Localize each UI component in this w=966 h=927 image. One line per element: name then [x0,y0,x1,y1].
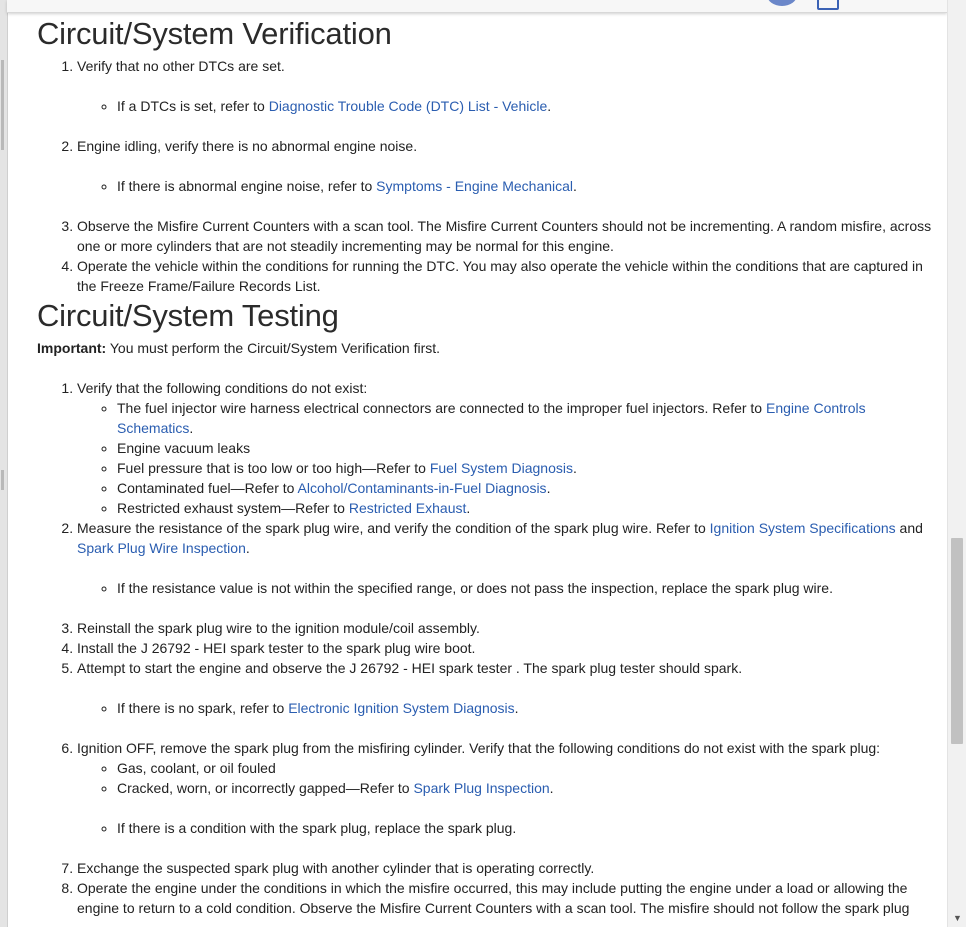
rail-mark [1,60,4,150]
testing-steps [37,378,937,918]
link-spark-plug-inspection[interactable]: Spark Plug Inspection [413,780,550,796]
link-electronic-ignition-system-diagnosis[interactable]: Electronic Ignition System Diagnosis [288,700,515,716]
section-title-verification: Circuit/System Verification [37,16,392,51]
sub-list [77,176,937,196]
list-item: ◦ Fuel pressure that is too low or too high—Refer to Fuel System Diagnosis. [117,458,937,478]
document-content [37,12,937,918]
important-note: Important: You must perform the Circuit/System Verification first. [37,340,441,356]
list-item: ◦ The fuel injector wire harness electrical connectors are connected to the improper fuel injectors. Refer to Engine Controls Schematics. [117,398,937,438]
left-rail [0,0,8,927]
sub-list [77,578,937,598]
link-dtc-list[interactable]: Diagnostic Trouble Code (DTC) List - Vehicle [268,98,548,114]
link-symptoms-engine-mechanical[interactable]: Symptoms - Engine Mechanical [376,178,574,194]
list-item: ◦ If the resistance value is not within the specified range, or does not pass the inspection, replace the spark plug wire. [117,578,937,598]
list-item: 6. Ignition OFF, remove the spark plug from the misfiring cylinder. Verify that the following conditions do not exist with the spark plug: ◦ Gas, coolant, or oil fouled ◦ Cracked, worn, or incorrectly gapped—Refer to Spark Plug Inspection. ◦ If there is a condition with the spark plug, replace the spark plug. [77,738,937,838]
avatar[interactable] [767,0,797,6]
list-item: 1. Verify that no other DTCs are set. ◦ If a DTCs is set, refer to Diagnostic Trouble Code (DTC) List - Vehicle. [77,56,937,116]
list-item: 1. Verify that the following conditions do not exist: ◦ The fuel injector wire harness electrical connectors are connected to the improper fuel injectors. Refer to Engine Controls Schematics. ◦ Engine vacuum leaks ◦ Fuel pressure that is too low or too high—Refer to Fuel System Diagnosis. ◦ Contaminated fuel—Refer to Alcohol/Contaminants-in-Fuel Diagnosis. ◦ Restricted exhaust system—Refer to Restricted Exhaust. [77,378,937,518]
list-item: ◦ Gas, coolant, or oil fouled [117,758,937,778]
vertical-scrollbar[interactable] [947,0,966,927]
scrollbar-thumb[interactable] [951,538,963,744]
link-restricted-exhaust[interactable]: Restricted Exhaust [348,500,467,516]
list-item: 3. Observe the Misfire Current Counters with a scan tool. The Misfire Current Counters should not be incrementing. A random misfire, across one or more cylinders that are not steadily incrementing may be normal for this engine. [77,216,937,256]
link-alcohol-contaminants[interactable]: Alcohol/Contaminants-in-Fuel Diagnosis [297,480,547,496]
list-item: ◦ Restricted exhaust system—Refer to Restricted Exhaust. [117,498,937,518]
sub-list [77,96,937,116]
sub-list [77,398,937,518]
list-item: ◦ If there is abnormal engine noise, refer to Symptoms - Engine Mechanical. [117,176,937,196]
section-title-testing: Circuit/System Testing [37,298,339,333]
list-item: ◦ Cracked, worn, or incorrectly gapped—Refer to Spark Plug Inspection. [117,778,937,798]
scroll-down-arrow-icon[interactable]: ▼ [953,913,962,923]
list-item: 4. Operate the vehicle within the conditions for running the DTC. You may also operate the vehicle within the conditions that are captured in the Freeze Frame/Failure Records List. [77,256,937,296]
sub-list [77,758,937,798]
list-item: 3. Reinstall the spark plug wire to the ignition module/coil assembly. [77,618,937,638]
sub-list [77,818,937,838]
list-item: 7. Exchange the suspected spark plug with another cylinder that is operating correctly. [77,858,937,878]
list-item: 8. Operate the engine under the conditions in which the misfire occurred, this may include putting the engine under a load or allowing the engine to return to a cold condition. Observe the Misfire Current Counters with a scan tool. The misfire should not follow the spark plug [77,878,937,918]
list-item: ◦ If a DTCs is set, refer to Diagnostic Trouble Code (DTC) List - Vehicle. [117,96,937,116]
verification-steps [37,56,937,296]
list-item: 4. Install the J 26792 - HEI spark tester to the spark plug wire boot. [77,638,937,658]
link-fuel-system-diagnosis[interactable]: Fuel System Diagnosis [429,460,573,476]
list-item: 2. Measure the resistance of the spark plug wire, and verify the condition of the spark plug wire. Refer to Ignition System Specifications and Spark Plug Wire Inspection. ◦ If the resistance value is not within the specified range, or does not pass the inspection, replace the spark plug wire. [77,518,937,598]
list-item: 2. Engine idling, verify there is no abnormal engine noise. ◦ If there is abnormal engine noise, refer to Symptoms - Engine Mechanical. [77,136,937,196]
sub-list [77,698,937,718]
list-item: ◦ Contaminated fuel—Refer to Alcohol/Contaminants-in-Fuel Diagnosis. [117,478,937,498]
link-ignition-system-specifications[interactable]: Ignition System Specifications [709,520,896,536]
bookmark-icon[interactable] [817,0,839,10]
list-item: 5. Attempt to start the engine and observe the J 26792 - HEI spark tester . The spark plug tester should spark. ◦ If there is no spark, refer to Electronic Ignition System Diagnosis. [77,658,937,718]
list-item: ◦ Engine vacuum leaks [117,438,937,458]
link-engine-controls-schematics[interactable]: Engine Controls Schematics [117,400,866,436]
rail-mark [1,470,4,490]
link-spark-plug-wire-inspection[interactable]: Spark Plug Wire Inspection [77,540,246,556]
list-item: ◦ If there is no spark, refer to Electronic Ignition System Diagnosis. [117,698,937,718]
list-item: ◦ If there is a condition with the spark plug, replace the spark plug. [117,818,937,838]
